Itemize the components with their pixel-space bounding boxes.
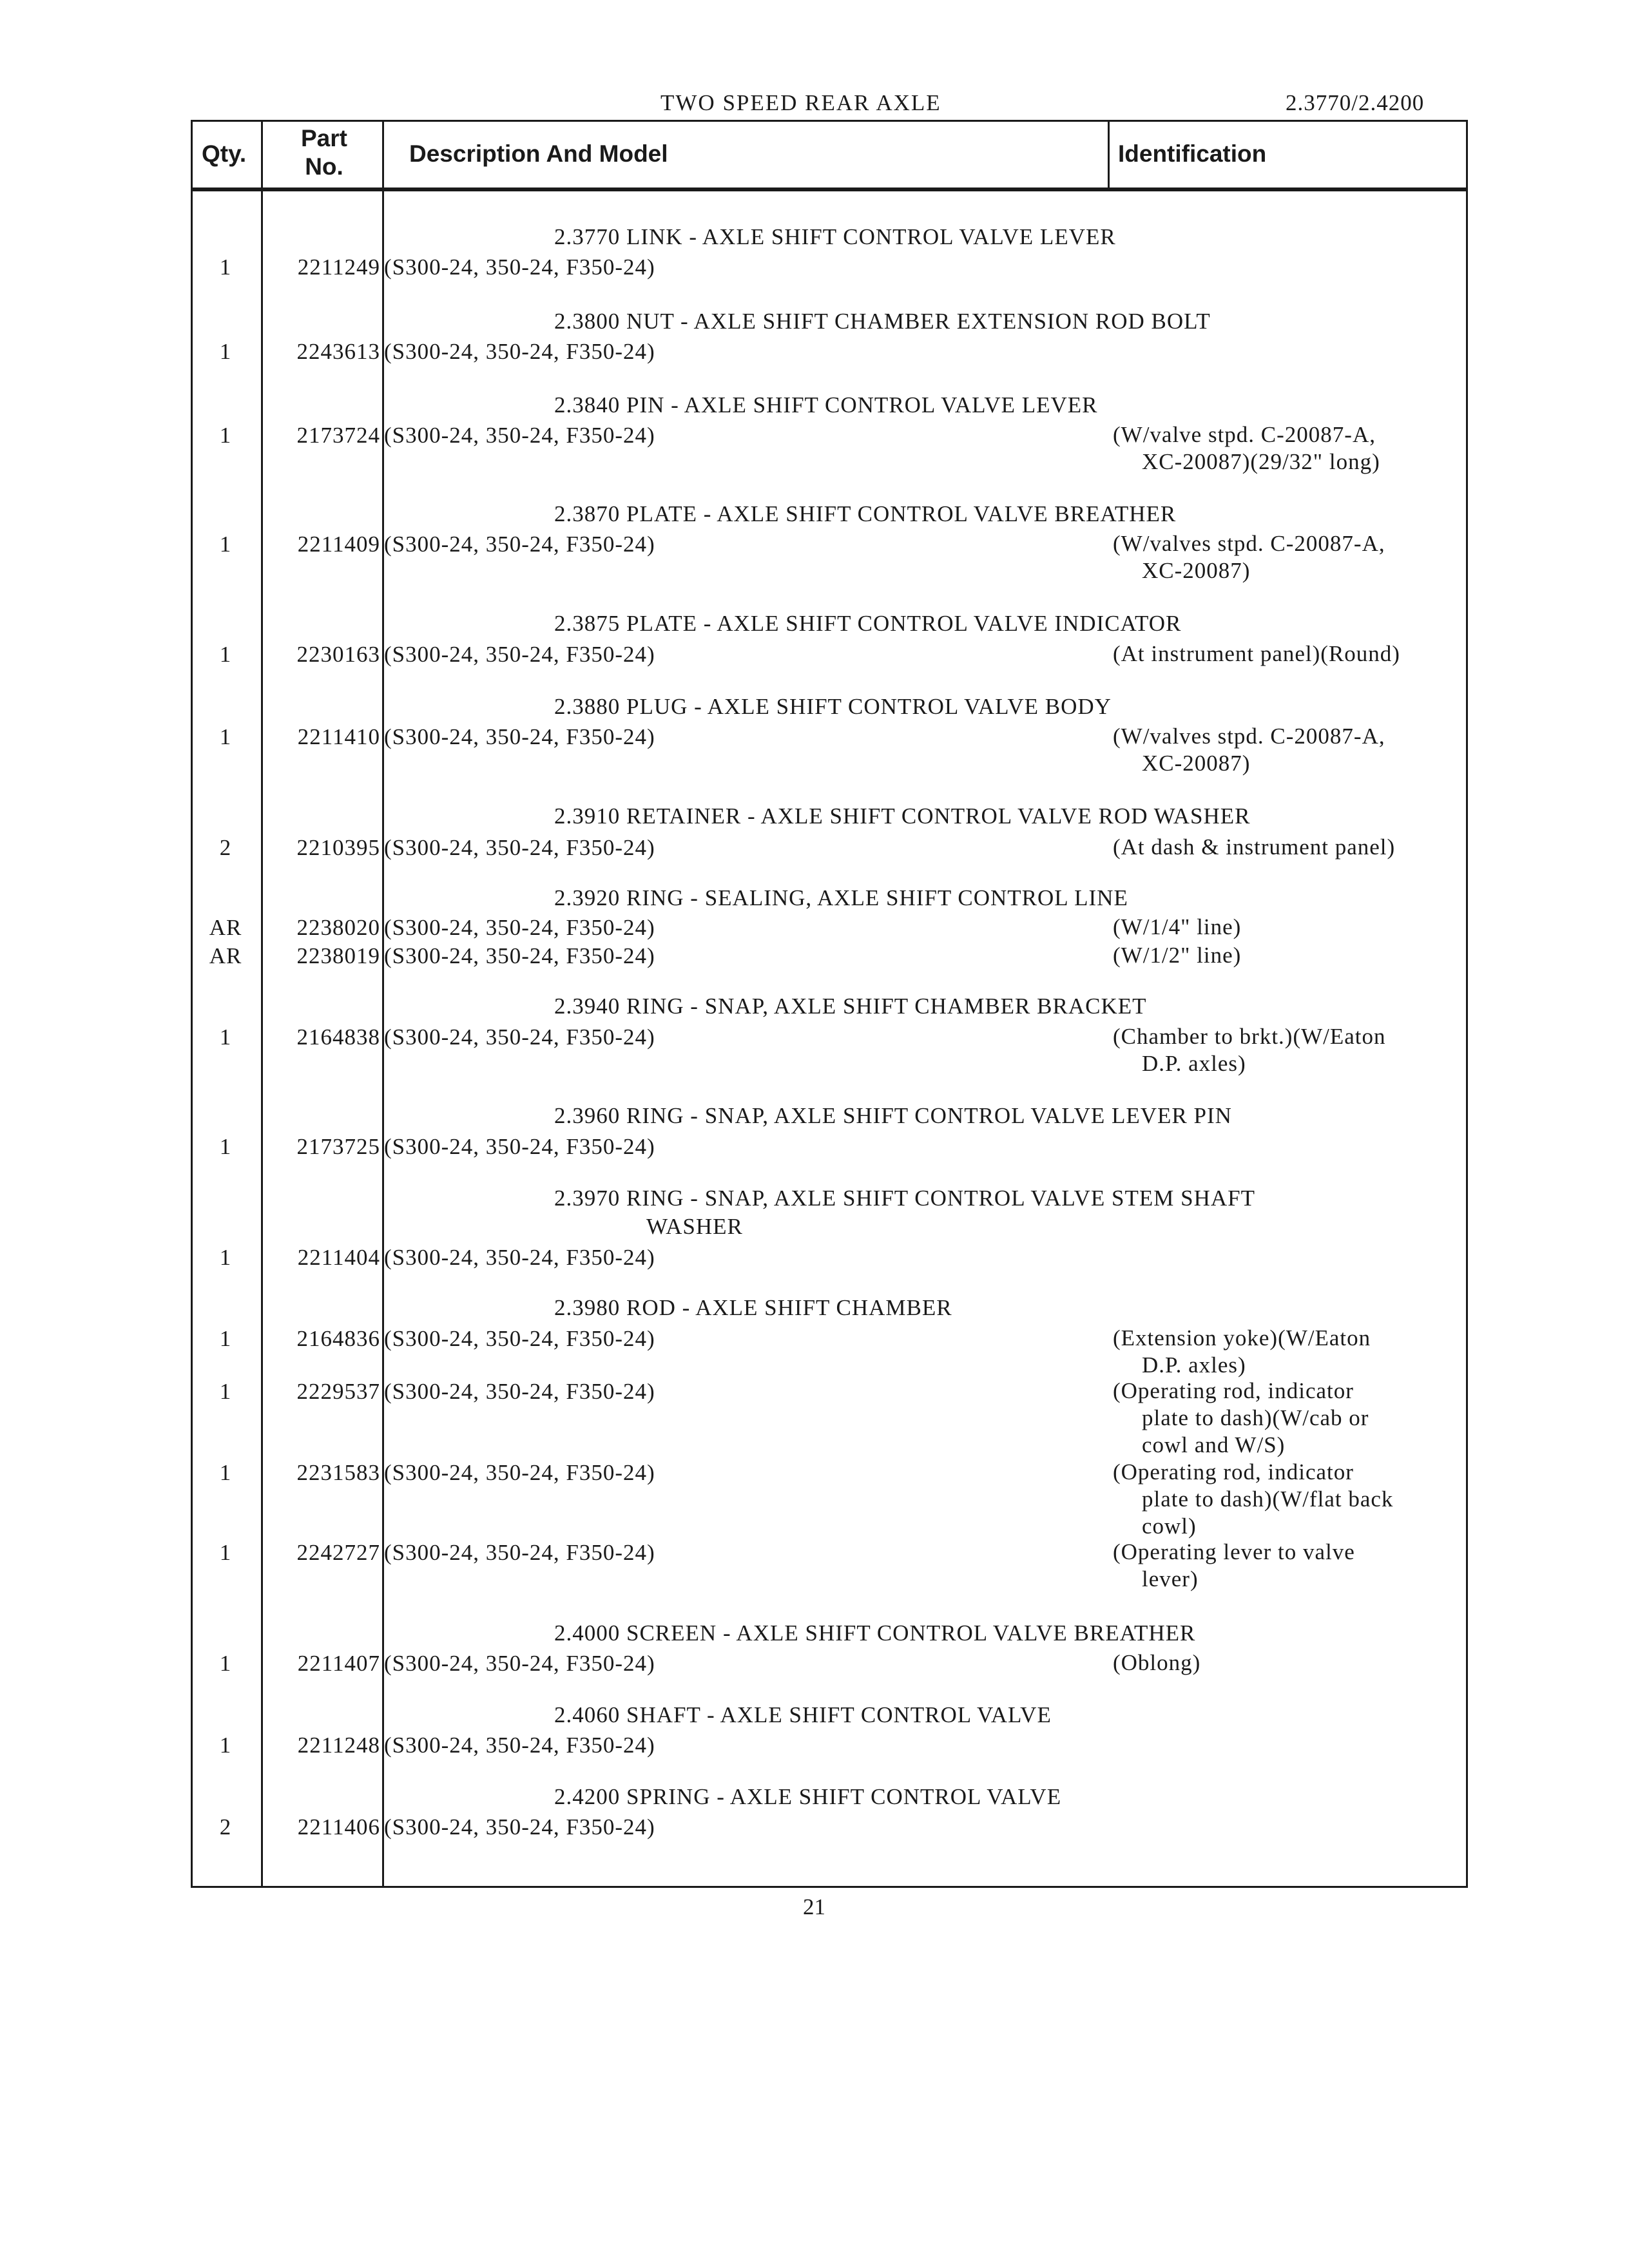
part-number-cell: 2164836 <box>296 1326 380 1351</box>
part-number-cell: 2211410 <box>297 724 380 749</box>
entry-title: 2.3800 NUT - AXLE SHIFT CHAMBER EXTENSION ROD BOLT <box>554 309 1211 334</box>
model-cell: (S300-24, 350-24, F350-24) <box>384 915 655 940</box>
part-number-cell: 2211404 <box>297 1245 380 1270</box>
page-header-title: TWO SPEED REAR AXLE <box>660 90 941 115</box>
identification-line: (Extension yoke)(W/Eaton <box>1113 1325 1371 1350</box>
entry-title: 2.3960 RING - SNAP, AXLE SHIFT CONTROL VALVE LEVER PIN <box>554 1103 1232 1128</box>
entry-title: 2.3980 ROD - AXLE SHIFT CHAMBER <box>554 1295 952 1320</box>
model-cell: (S300-24, 350-24, F350-24) <box>384 1651 655 1676</box>
identification-line: (W/valves stpd. C-20087-A, <box>1113 531 1385 556</box>
qty-cell: 1 <box>219 1245 232 1270</box>
identification-cell <box>1113 1459 1393 1540</box>
part-number-cell: 2211249 <box>297 255 380 280</box>
identification-cell <box>1113 1649 1200 1677</box>
qty-cell: 1 <box>219 1733 232 1758</box>
part-number-cell: 2243613 <box>296 339 380 364</box>
model-cell: (S300-24, 350-24, F350-24) <box>384 1460 655 1485</box>
identification-line: (W/1/2" line) <box>1113 943 1242 968</box>
column-header-identification: Identification <box>1118 140 1267 167</box>
qty-cell: 1 <box>219 1651 232 1676</box>
entry-title: 2.3770 LINK - AXLE SHIFT CONTROL VALVE LEVER <box>554 224 1116 249</box>
part-number-cell: 2210395 <box>296 835 380 860</box>
identification-cell <box>1113 914 1241 941</box>
entry-title: 2.3970 RING - SNAP, AXLE SHIFT CONTROL VALVE STEM SHAFT <box>554 1186 1255 1211</box>
identification-cell <box>1113 1325 1371 1379</box>
model-cell: (S300-24, 350-24, F350-24) <box>384 1245 655 1270</box>
model-cell: (S300-24, 350-24, F350-24) <box>384 1733 655 1758</box>
page-header-range: 2.3770/2.4200 <box>1286 90 1425 115</box>
column-header-part-line1: Part <box>301 125 347 151</box>
qty-cell: 1 <box>219 724 232 749</box>
identification-line: cowl and W/S) <box>1142 1432 1286 1457</box>
identification-cell <box>1113 640 1400 668</box>
model-cell: (S300-24, 350-24, F350-24) <box>384 255 655 280</box>
qty-cell: 1 <box>219 1460 232 1485</box>
identification-cell <box>1113 942 1241 969</box>
identification-line: D.P. axles) <box>1142 1352 1246 1378</box>
qty-cell: 1 <box>219 339 232 364</box>
part-number-cell: 2173725 <box>296 1134 380 1159</box>
identification-line: lever) <box>1142 1566 1199 1591</box>
identification-cell <box>1113 834 1395 861</box>
qty-cell: 1 <box>219 642 232 667</box>
entry-title: 2.3875 PLATE - AXLE SHIFT CONTROL VALVE INDICATOR <box>554 611 1182 636</box>
part-number-cell: 2238020 <box>296 915 380 940</box>
part-number-cell: 2173724 <box>296 423 380 448</box>
entry-title-continuation: WASHER <box>646 1214 743 1239</box>
part-number-cell: 2211248 <box>297 1733 380 1758</box>
entry-title: 2.3840 PIN - AXLE SHIFT CONTROL VALVE LEVER <box>554 392 1098 418</box>
part-number-cell: 2164838 <box>296 1024 380 1050</box>
qty-cell: 1 <box>219 532 232 557</box>
model-cell: (S300-24, 350-24, F350-24) <box>384 835 655 860</box>
identification-line: (Chamber to brkt.)(W/Eaton <box>1113 1024 1386 1049</box>
identification-line: (W/valve stpd. C-20087-A, <box>1113 422 1376 447</box>
part-number-cell: 2231583 <box>296 1460 380 1485</box>
qty-cell: 1 <box>219 1326 232 1351</box>
model-cell: (S300-24, 350-24, F350-24) <box>384 1814 655 1840</box>
identification-cell <box>1113 421 1380 476</box>
qty-cell: 1 <box>219 1024 232 1050</box>
part-number-cell: 2230163 <box>296 642 380 667</box>
qty-cell: 2 <box>219 1814 232 1840</box>
model-cell: (S300-24, 350-24, F350-24) <box>384 1540 655 1565</box>
part-number-cell: 2211409 <box>297 532 380 557</box>
model-cell: (S300-24, 350-24, F350-24) <box>384 532 655 557</box>
identification-cell <box>1113 1539 1355 1593</box>
entry-title: 2.3940 RING - SNAP, AXLE SHIFT CHAMBER BRACKET <box>554 994 1147 1019</box>
model-cell: (S300-24, 350-24, F350-24) <box>384 423 655 448</box>
part-number-cell: 2229537 <box>296 1379 380 1404</box>
identification-line: plate to dash)(W/cab or <box>1142 1405 1369 1430</box>
qty-cell: 1 <box>219 255 232 280</box>
identification-line: (At dash & instrument panel) <box>1113 834 1396 860</box>
identification-line: (W/valves stpd. C-20087-A, <box>1113 724 1385 749</box>
identification-line: plate to dash)(W/flat back <box>1142 1486 1394 1512</box>
identification-line: XC-20087) <box>1142 558 1251 583</box>
identification-line: cowl) <box>1142 1514 1197 1539</box>
page-number: 21 <box>803 1894 825 1919</box>
entry-title: 2.4200 SPRING - AXLE SHIFT CONTROL VALVE <box>554 1784 1062 1809</box>
part-number-cell: 2211407 <box>297 1651 380 1676</box>
model-cell: (S300-24, 350-24, F350-24) <box>384 642 655 667</box>
identification-cell <box>1113 723 1385 777</box>
identification-line: (Operating rod, indicator <box>1113 1459 1354 1485</box>
model-cell: (S300-24, 350-24, F350-24) <box>384 943 655 968</box>
column-header-part-line2: No. <box>305 153 343 180</box>
part-number-cell: 2242727 <box>296 1540 380 1565</box>
identification-line: (At instrument panel)(Round) <box>1113 641 1400 666</box>
identification-line: (Operating lever to valve <box>1113 1539 1355 1564</box>
identification-cell <box>1113 1378 1369 1459</box>
identification-line: (Oblong) <box>1113 1650 1201 1675</box>
identification-cell <box>1113 530 1385 584</box>
entry-title: 2.3880 PLUG - AXLE SHIFT CONTROL VALVE BODY <box>554 694 1112 719</box>
model-cell: (S300-24, 350-24, F350-24) <box>384 339 655 364</box>
header-rule <box>193 187 1466 191</box>
entry-title: 2.3910 RETAINER - AXLE SHIFT CONTROL VALVE ROD WASHER <box>554 803 1251 829</box>
model-cell: (S300-24, 350-24, F350-24) <box>384 1134 655 1159</box>
qty-cell: 1 <box>219 423 232 448</box>
column-divider <box>261 122 263 1886</box>
qty-cell: 2 <box>219 835 232 860</box>
qty-cell: 1 <box>219 1379 232 1404</box>
qty-cell: AR <box>209 943 242 968</box>
qty-cell: 1 <box>219 1134 232 1159</box>
column-divider <box>382 122 384 1886</box>
column-header-description: Description And Model <box>409 140 668 167</box>
model-cell: (S300-24, 350-24, F350-24) <box>384 724 655 749</box>
identification-cell <box>1113 1023 1386 1077</box>
entry-title: 2.3920 RING - SEALING, AXLE SHIFT CONTROL LINE <box>554 885 1128 910</box>
entry-title: 2.3870 PLATE - AXLE SHIFT CONTROL VALVE BREATHER <box>554 501 1177 526</box>
model-cell: (S300-24, 350-24, F350-24) <box>384 1379 655 1404</box>
identification-line: XC-20087)(29/32" long) <box>1142 449 1380 474</box>
column-header-part-no <box>266 124 382 181</box>
entry-title: 2.4060 SHAFT - AXLE SHIFT CONTROL VALVE <box>554 1702 1052 1727</box>
entry-title: 2.4000 SCREEN - AXLE SHIFT CONTROL VALVE BREATHER <box>554 1620 1196 1646</box>
column-header-qty: Qty. <box>202 140 247 167</box>
qty-cell: AR <box>209 915 242 940</box>
model-cell: (S300-24, 350-24, F350-24) <box>384 1024 655 1050</box>
model-cell: (S300-24, 350-24, F350-24) <box>384 1326 655 1351</box>
column-divider <box>1108 122 1110 189</box>
identification-line: D.P. axles) <box>1142 1051 1246 1076</box>
part-number-cell: 2238019 <box>296 943 380 968</box>
identification-line: (Operating rod, indicator <box>1113 1378 1354 1403</box>
qty-cell: 1 <box>219 1540 232 1565</box>
identification-line: XC-20087) <box>1142 751 1251 776</box>
identification-line: (W/1/4" line) <box>1113 914 1242 939</box>
part-number-cell: 2211406 <box>297 1814 380 1840</box>
